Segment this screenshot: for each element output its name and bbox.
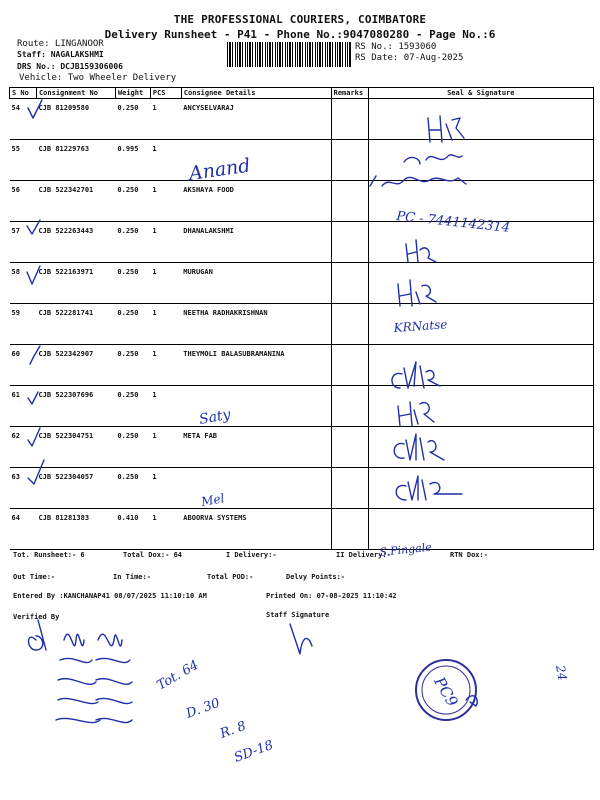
row-sno: 60 bbox=[10, 345, 37, 386]
drs-number: DRS No.: DCJB159306006 bbox=[17, 62, 123, 71]
signature-mark bbox=[398, 402, 434, 426]
row-weight: 0.250 bbox=[115, 427, 150, 468]
tick-mark bbox=[28, 100, 42, 118]
tick-mark bbox=[27, 220, 40, 234]
tick-mark bbox=[28, 460, 44, 484]
row-consignment: CJB 522342907 bbox=[36, 345, 115, 386]
row-weight: 0.250 bbox=[115, 263, 150, 304]
row-weight: 0.410 bbox=[115, 509, 150, 550]
row-consignment: CJB 522263443 bbox=[36, 222, 115, 263]
row-consignment: CJB 81209580 bbox=[36, 99, 115, 140]
col-consignment: Consignment No bbox=[36, 88, 115, 99]
signature-mark bbox=[398, 280, 436, 306]
row-consignee: ANCYSELVARAJ bbox=[181, 99, 331, 140]
page-mark: 24 bbox=[553, 664, 570, 682]
i-delivery: I Delivery:- bbox=[226, 551, 277, 559]
row-consignee: MURUGAN bbox=[181, 263, 331, 304]
rs-number: RS No.: 1593060 bbox=[355, 42, 437, 52]
row-consignee: META FAB bbox=[181, 427, 331, 468]
tick-mark bbox=[30, 346, 40, 364]
row-consignee: ABOORVA SYSTEMS bbox=[181, 509, 331, 550]
ii-delivery: II Delivery:- bbox=[336, 551, 391, 559]
row-consignee: THEYMOLI BALASUBRAMANINA bbox=[181, 345, 331, 386]
row-pcs: 1 bbox=[150, 427, 181, 468]
tick-mark bbox=[28, 428, 40, 446]
row-weight: 0.995 bbox=[115, 140, 150, 181]
row-sno: 59 bbox=[10, 304, 37, 345]
row-weight: 0.250 bbox=[115, 304, 150, 345]
total-dox: Total Dox:- 64 bbox=[123, 551, 183, 559]
row-consignment: CJB 522307696 bbox=[36, 386, 115, 427]
row-sno: 54 bbox=[10, 99, 37, 140]
in-time: In Time:- bbox=[113, 573, 151, 581]
row-sno: 57 bbox=[10, 222, 37, 263]
staff-label: Staff: NAGALAKSHMI bbox=[17, 50, 104, 59]
row-sno: 58 bbox=[10, 263, 37, 304]
row-pcs: 1 bbox=[150, 222, 181, 263]
vehicle-label: Vehicle: Two Wheeler Delivery bbox=[19, 73, 177, 83]
staff-signature-mark bbox=[290, 624, 312, 654]
tick-mark bbox=[27, 266, 40, 284]
row-consignee: AKSHAYA FOOD bbox=[181, 181, 331, 222]
row-pcs: 1 bbox=[150, 304, 181, 345]
col-sno: S No bbox=[10, 88, 37, 99]
row-weight: 0.250 bbox=[115, 222, 150, 263]
row-consignment: CJB 81281383 bbox=[36, 509, 115, 550]
handwritten-note: Mel bbox=[200, 491, 226, 509]
row-weight: 0.250 bbox=[115, 345, 150, 386]
row-weight: 0.250 bbox=[115, 181, 150, 222]
signature-mark bbox=[392, 362, 440, 388]
col-weight: Weight bbox=[115, 88, 150, 99]
runsheet-subtitle: Delivery Runsheet - P41 - Phone No.:9047080280 - Page No.:6 bbox=[104, 28, 496, 41]
entered-by: Entered By :KANCHANAP41 08/07/2025 11:10:10 AM bbox=[13, 592, 207, 600]
row-pcs: 1 bbox=[150, 509, 181, 550]
verified-by: Verified By bbox=[13, 613, 60, 621]
signature-mark bbox=[370, 176, 466, 186]
row-pcs: 1 bbox=[150, 468, 181, 509]
handwritten-signature: S.Pingale bbox=[378, 540, 433, 559]
row-consignment: CJB 522281741 bbox=[36, 304, 115, 345]
handwritten-total: R. 8 bbox=[218, 718, 249, 742]
stamp-text: PC9 bbox=[430, 673, 462, 710]
staff-signature-label: Staff Signature bbox=[266, 611, 330, 619]
signature-mark bbox=[396, 476, 462, 500]
signature-mark bbox=[428, 116, 464, 142]
handwritten-signature: KRNatse bbox=[393, 317, 448, 335]
row-consignment: CJB 522304057 bbox=[36, 468, 115, 509]
handwritten-total: SD-18 bbox=[232, 737, 276, 766]
row-pcs: 1 bbox=[150, 263, 181, 304]
row-sno: 56 bbox=[10, 181, 37, 222]
handwritten-name: Anand bbox=[187, 154, 252, 185]
row-pcs: 1 bbox=[150, 99, 181, 140]
row-sno: 62 bbox=[10, 427, 37, 468]
row-consignee: NEETHA RADHAKRISHNAN bbox=[181, 304, 331, 345]
col-pcs: PCS bbox=[150, 88, 181, 99]
rtn-dox: RTN Dox:- bbox=[450, 551, 488, 559]
row-weight: 0.250 bbox=[115, 468, 150, 509]
row-sno: 63 bbox=[10, 468, 37, 509]
scribble-mark bbox=[29, 620, 47, 650]
total-pod: Total POD:- bbox=[207, 573, 254, 581]
row-consignment: CJB 522304751 bbox=[36, 427, 115, 468]
col-remarks: Remarks bbox=[331, 88, 368, 99]
row-sno: 55 bbox=[10, 140, 37, 181]
handwritten-total: Tot. 64 bbox=[154, 657, 202, 694]
scribble-mark bbox=[56, 634, 100, 722]
tot-runsheet: Tot. Runsheet:- 6 bbox=[13, 551, 85, 559]
row-weight: 0.250 bbox=[115, 386, 150, 427]
handwritten-phone-note: PC - 7441142314 bbox=[395, 209, 511, 236]
rs-date: RS Date: 07-Aug-2025 bbox=[355, 53, 464, 63]
signature-mark bbox=[404, 155, 462, 164]
route-label: Route: LINGANOOR bbox=[17, 39, 104, 49]
row-consignee: DHANALAKSHMI bbox=[181, 222, 331, 263]
scribble-mark bbox=[96, 634, 132, 722]
tick-mark bbox=[28, 392, 38, 404]
row-sno: 64 bbox=[10, 509, 37, 550]
col-seal-signature: Seal & Signature bbox=[368, 88, 593, 99]
row-pcs: 1 bbox=[150, 181, 181, 222]
handwritten-note: Saty bbox=[197, 406, 232, 428]
row-pcs: 1 bbox=[150, 140, 181, 181]
col-consignee: Consignee Details bbox=[181, 88, 331, 99]
signature-mark bbox=[406, 240, 436, 262]
signature-mark bbox=[394, 434, 444, 460]
delvy-points: Delvy Points:- bbox=[286, 573, 346, 581]
row-consignment: CJB 522163971 bbox=[36, 263, 115, 304]
row-consignment: CJB 81229763 bbox=[36, 140, 115, 181]
row-sno: 61 bbox=[10, 386, 37, 427]
row-consignment: CJB 522342701 bbox=[36, 181, 115, 222]
row-pcs: 1 bbox=[150, 386, 181, 427]
printed-on: Printed On: 07-08-2025 11:10:42 bbox=[266, 592, 397, 600]
company-title: THE PROFESSIONAL COURIERS, COIMBATORE bbox=[173, 13, 427, 26]
row-pcs: 1 bbox=[150, 345, 181, 386]
out-time: Out Time:- bbox=[13, 573, 56, 581]
row-weight: 0.250 bbox=[115, 99, 150, 140]
handwritten-total: D. 30 bbox=[184, 695, 223, 722]
